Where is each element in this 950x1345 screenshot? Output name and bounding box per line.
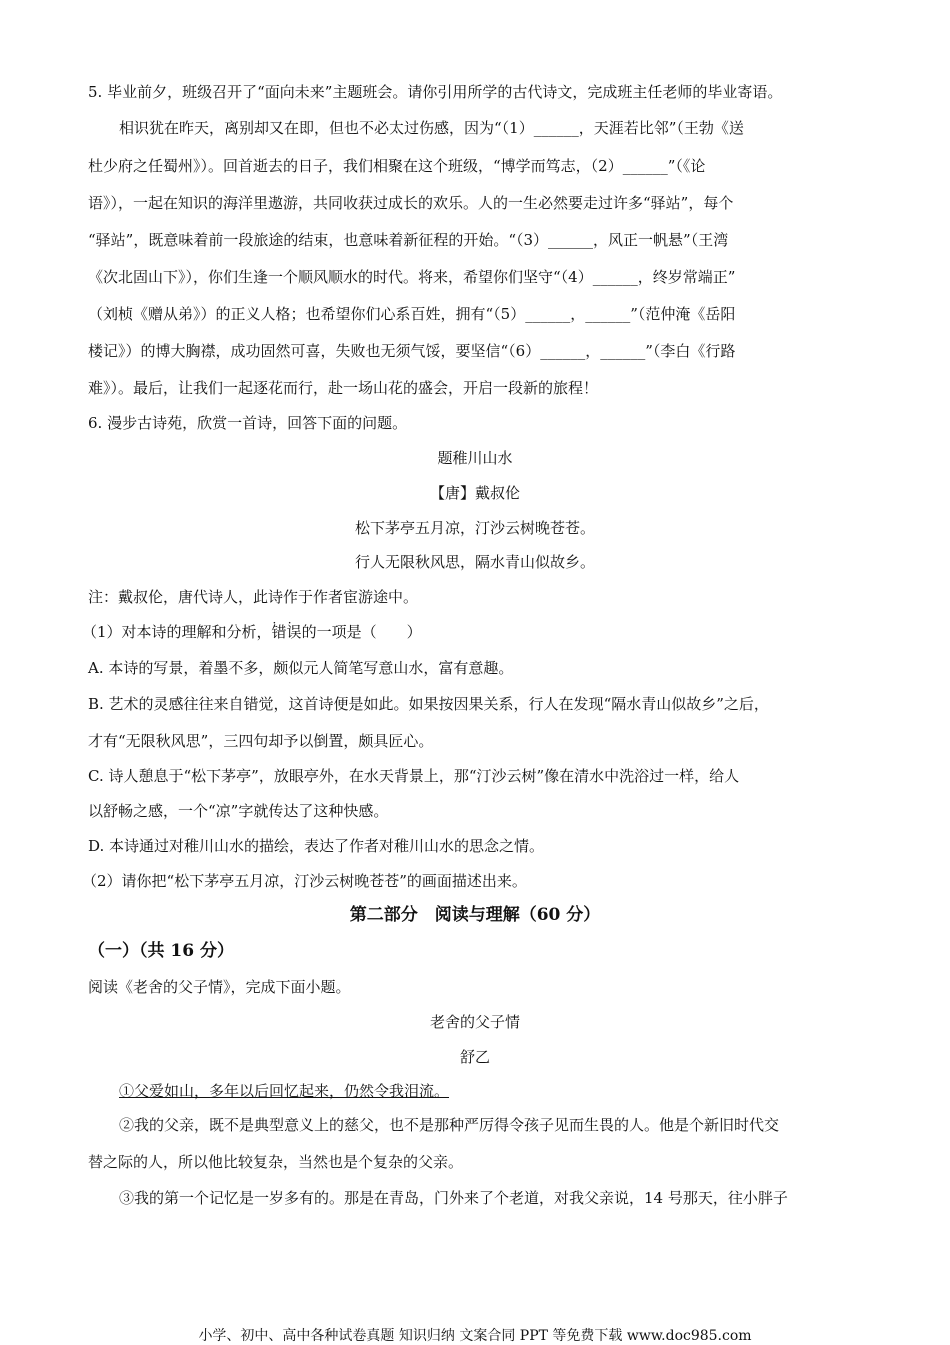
page-footer: 小学、初中、高中各种试卷真题 知识归纳 文案合同 PPT 等免费下载 www.doc985.com <box>198 1328 752 1344</box>
option-a: A. 本诗的写景，着墨不多，颇似元人简笔写意山水，富有意趣。 <box>88 659 514 677</box>
option-c-line-2: 以舒畅之感，一个“凉”字就传达了这种快感。 <box>88 802 389 820</box>
article-title: 老舍的父子情 <box>429 1013 520 1031</box>
q5-line-4: “驿站”，既意味着前一段旅途的结束，也意味着新征程的开始。“（3）______，风正一帆悬”（王湾 <box>88 231 729 249</box>
option-c-line-1: C. 诗人憩息于“松下茅亭”，放眼亭外，在水天背景上，那“汀沙云树”像在清水中洗浴过一样，给人 <box>88 767 740 785</box>
option-b-line-1: B. 艺术的灵感往往来自错觉，这首诗便是如此。如果按因果关系，行人在发现“隔水青山似故乡”之后， <box>88 695 769 713</box>
section-heading: （一）（共 16 分） <box>88 941 234 961</box>
poem-title: 题稚川山水 <box>437 449 513 467</box>
q6-sub1-before: （1）对本诗的理解和分析， <box>82 623 272 641</box>
poem-line-2: 行人无限秋风思，隔水青山似故乡。 <box>354 553 595 571</box>
q5-prompt: 5. 毕业前夕，班级召开了“面向未来”主题班会。请你引用所学的古代诗文，完成班主任老师的毕业寄语。 <box>88 83 783 101</box>
article-para-3-line-1: ③我的第一个记忆是一岁多有的。那是在青岛，门外来了个老道，对我父亲说，14 号那天，往小胖子 <box>119 1189 788 1207</box>
q5-line-6: （刘桢《赠从弟》）的正义人格；也希望你们心系百姓，拥有“（5）______，______”（范仲淹《岳阳 <box>88 305 736 323</box>
q6-sub1-emphasis: · · 错误 <box>272 622 302 642</box>
q6-prompt: 6. 漫步古诗苑，欣赏一首诗，回答下面的问题。 <box>88 414 408 432</box>
article-para-2-line-1: ②我的父亲，既不是典型意义上的慈父，也不是那种严厉得令孩子见而生畏的人。他是个新旧时代交 <box>119 1116 780 1134</box>
q5-line-2: 杜少府之任蜀州》）。回首逝去的日子，我们相聚在这个班级，“博学而笃志，（2）______”（《论 <box>88 157 706 175</box>
article-para-1: ①父爱如山，多年以后回忆起来，仍然令我泪流。 <box>119 1082 450 1100</box>
poem-note: 注：戴叔伦，唐代诗人，此诗作于作者宦游途中。 <box>88 588 419 606</box>
poem-author: 【唐】戴叔伦 <box>429 484 520 502</box>
q5-line-1: 相识犹在昨天，离别却又在即，但也不必太过伤感，因为“（1）______，天涯若比邻”（王勃《送 <box>119 119 744 137</box>
q5-line-3: 语》），一起在知识的海洋里遨游，共同收获过成长的欢乐。人的一生必然要走过许多“驿站”，每个 <box>88 194 734 212</box>
option-b-line-2: 才有“无限秋风思”，三四句却予以倒置，颇具匠心。 <box>88 732 434 750</box>
option-d: D. 本诗通过对稚川山水的描绘，表达了作者对稚川山水的思念之情。 <box>88 837 545 855</box>
reading-instruction: 阅读《老舍的父子情》，完成下面小题。 <box>88 978 351 996</box>
article-author: 舒乙 <box>459 1048 490 1066</box>
article-para-2-line-2: 替之际的人，所以他比较复杂，当然也是个复杂的父亲。 <box>88 1153 464 1171</box>
q5-line-7: 楼记》）的博大胸襟，成功固然可喜，失败也无须气馁，要坚信“（6）______，______”（李白《行路 <box>88 342 736 360</box>
q5-line-8: 难》）。最后，让我们一起逐花而行，赴一场山花的盛会，开启一段新的旅程！ <box>88 379 599 397</box>
q6-sub1 <box>82 622 422 642</box>
part2-heading: 第二部分 阅读与理解（60 分） <box>349 905 601 925</box>
poem-line-1: 松下茅亭五月凉，汀沙云树晚苍苍。 <box>354 519 595 537</box>
q6-sub2: （2）请你把“松下茅亭五月凉，汀沙云树晚苍苍”的画面描述出来。 <box>82 872 527 890</box>
q5-line-5: 《次北固山下》），你们生逢一个顺风顺水的时代。将来，希望你们坚守“（4）______，终岁常端正” <box>88 268 736 286</box>
q6-sub1-after: 的一项是（ ） <box>301 623 422 641</box>
